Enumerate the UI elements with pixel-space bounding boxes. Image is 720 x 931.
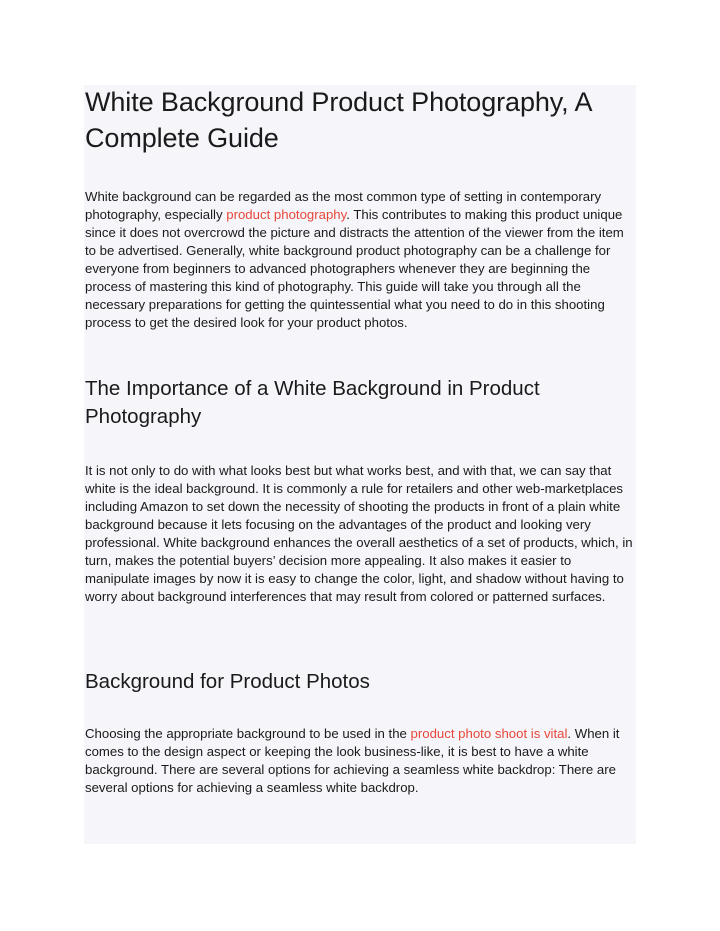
importance-paragraph: It is not only to do with what looks best but what works best, and with that, we can say that white is the ideal background. It is commonly a rule for retailers and other web-marketplaces including Amazon to set down the necessity of shooting the products in front of a plain white background because it lets focusing on the advantages of the product and looking very professional. White background enhances the overall aesthetics of a set of products, which, in turn, makes the potential buyers’ decision more appealing. It also makes it easier to manipulate images by now it is easy to change the color, light, and shadow without having to worry about background interferences that may result from colored or patterned surfaces. (85, 463, 633, 604)
background-paragraph (85, 725, 637, 797)
page-title: White Background Product Photography, A Complete Guide (85, 87, 591, 153)
section-heading-importance: The Importance of a White Background in Product Photography (85, 377, 540, 428)
intro-paragraph (85, 188, 637, 332)
intro-text-after: . This contributes to making this product unique since it does not overcrowd the picture and distracts the attention of the viewer from the item to be advertised. Generally, white background product photography can be a challenge for everyone from beginners to advanced photographers whenever they are beginning the process of mastering this kind of photography. This guide will take you through all the necessary preparations for getting the quintessential what you need to do in this shooting process to get the desired look for your product photos. (85, 207, 624, 330)
section-heading-background: Background for Product Photos (85, 670, 370, 693)
product-photo-shoot-link[interactable]: product photo shoot is vital (410, 726, 568, 741)
intro-text-before: White background can be regarded as the most common type of setting in contemporary photography, especially (85, 189, 602, 222)
background-text-after: . When it comes to the design aspect or keeping the look business-like, it is best to have a white background. There are several options for achieving a seamless white backdrop: There are several options for achieving a seamless white backdrop. (85, 726, 620, 795)
product-photography-link[interactable]: product photography (226, 207, 347, 222)
background-text-before: Choosing the appropriate background to be used in the (85, 726, 411, 741)
